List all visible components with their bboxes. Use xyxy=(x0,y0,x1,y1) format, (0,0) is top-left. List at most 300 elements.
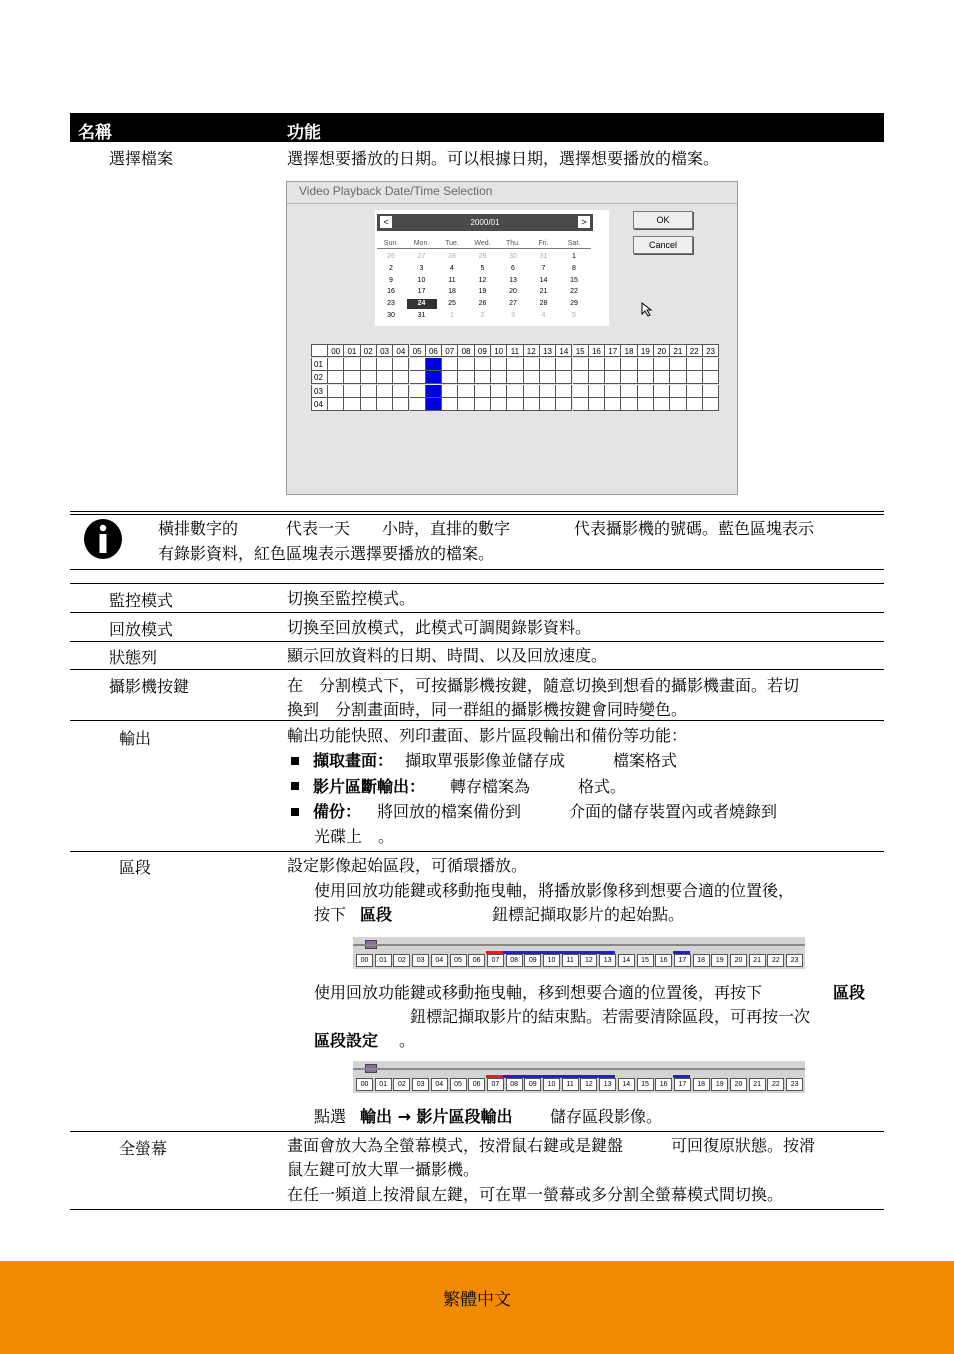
schedule-cell[interactable] xyxy=(393,371,409,384)
schedule-cell[interactable] xyxy=(638,358,654,371)
schedule-cell[interactable] xyxy=(410,398,426,411)
schedule-cell[interactable] xyxy=(426,358,442,371)
schedule-cell[interactable] xyxy=(458,398,474,411)
bullet-label-clip-export: 影片區斷輸出： xyxy=(313,777,426,796)
schedule-cell[interactable] xyxy=(540,385,556,398)
weekday-label: Sat. xyxy=(567,240,581,247)
calendar-day[interactable]: 1 xyxy=(450,312,454,319)
calendar-day[interactable]: 6 xyxy=(511,264,515,272)
timeline-hour-label: 05 xyxy=(450,1078,467,1091)
row-desc-select-file: 選擇想要播放的日期。可以根據日期，選擇想要播放的檔案。 xyxy=(287,149,720,168)
hour-label: 23 xyxy=(703,344,719,357)
hour-label: 14 xyxy=(556,344,572,357)
segment-p3-end: 儲存區段影像。 xyxy=(550,1107,663,1126)
info-icon xyxy=(83,518,123,560)
timeline-hour-label: 15 xyxy=(637,1078,654,1091)
row-desc-status-bar: 顯示回放資料的日期、時間、以及回放速度。 xyxy=(287,646,608,665)
schedule-cell[interactable] xyxy=(377,358,393,371)
schedule-cell[interactable] xyxy=(703,385,719,398)
schedule-corner xyxy=(311,344,328,357)
timeline-hour-label: 21 xyxy=(749,954,766,967)
schedule-cell[interactable] xyxy=(670,385,686,398)
hour-label: 10 xyxy=(491,344,507,357)
hour-label: 07 xyxy=(442,344,458,357)
calendar-day[interactable]: 24 xyxy=(407,299,437,309)
schedule-cell[interactable] xyxy=(328,385,344,398)
hour-label: 13 xyxy=(540,344,556,357)
segment-p2-end: 。 xyxy=(399,1031,416,1050)
cancel-button[interactable]: Cancel xyxy=(633,236,693,254)
schedule-cell[interactable] xyxy=(703,398,719,411)
camera-label: 04 xyxy=(311,398,328,411)
schedule-cell[interactable] xyxy=(589,358,605,371)
schedule-cell[interactable] xyxy=(442,385,458,398)
timeline-hour-label: 11 xyxy=(562,1078,579,1091)
segment-p2-line1: 使用回放功能鍵或移動拖曳軸，移到想要合適的位置後，再按下 xyxy=(314,983,763,1002)
timeline-hour-label: 20 xyxy=(730,954,747,967)
schedule-cell[interactable] xyxy=(687,371,703,384)
timeline-hour-label: 23 xyxy=(786,954,803,967)
calendar-day[interactable]: 3 xyxy=(511,312,515,319)
schedule-cell[interactable] xyxy=(491,398,507,411)
schedule-cell[interactable] xyxy=(491,385,507,398)
timeline-start xyxy=(353,937,805,969)
note-line-1: 橫排數字的 代表一天 小時，直排的數字 代表攝影機的號碼。藍色區塊表示 xyxy=(158,519,815,538)
schedule-cell[interactable] xyxy=(361,358,377,371)
row-desc-fullscreen-1: 畫面會放大為全螢幕模式，按滑鼠右鍵或是鍵盤 可回復原狀態。按滑 xyxy=(287,1136,816,1155)
schedule-cell[interactable] xyxy=(589,398,605,411)
schedule-cell[interactable] xyxy=(703,371,719,384)
schedule-cell[interactable] xyxy=(410,371,426,384)
weekday-label: Thu. xyxy=(505,240,520,247)
schedule-cell[interactable] xyxy=(475,371,491,384)
schedule-cell[interactable] xyxy=(458,371,474,384)
timeline-hour-label: 16 xyxy=(655,954,672,967)
timeline-hour-label: 09 xyxy=(524,954,541,967)
calendar-day[interactable]: 30 xyxy=(387,312,395,319)
calendar-day[interactable]: 26 xyxy=(387,253,395,260)
column-header-function: 功能 xyxy=(287,123,321,143)
schedule-cell[interactable] xyxy=(377,385,393,398)
timeline-hour-label: 13 xyxy=(599,954,616,967)
timeline-hour-label: 17 xyxy=(674,954,691,967)
calendar-day[interactable]: 17 xyxy=(417,288,426,296)
row-desc-fullscreen-3: 在任一頻道上按滑鼠左鍵，可在單一螢幕或多分割全螢幕模式間切換。 xyxy=(287,1185,784,1204)
schedule-cell[interactable] xyxy=(475,358,491,371)
divider xyxy=(70,851,884,852)
divider xyxy=(70,612,884,613)
schedule-cell[interactable] xyxy=(670,371,686,384)
timeline-hour-label: 03 xyxy=(412,954,429,967)
schedule-cell[interactable] xyxy=(344,385,360,398)
schedule-cell[interactable] xyxy=(670,358,686,371)
divider xyxy=(70,1131,884,1132)
schedule-cell[interactable] xyxy=(621,398,637,411)
timeline-hour-label: 12 xyxy=(580,1078,597,1091)
schedule-cell[interactable] xyxy=(621,385,637,398)
row-name-fullscreen: 全螢幕 xyxy=(119,1139,168,1158)
schedule-cell[interactable] xyxy=(638,371,654,384)
schedule-cell[interactable] xyxy=(393,385,409,398)
hour-label: 02 xyxy=(361,344,377,357)
schedule-cell[interactable] xyxy=(410,358,426,371)
hour-label: 16 xyxy=(589,344,605,357)
schedule-cell[interactable] xyxy=(654,371,670,384)
schedule-cell[interactable] xyxy=(344,358,360,371)
timeline-hour-label: 03 xyxy=(412,1078,429,1091)
schedule-cell[interactable] xyxy=(361,398,377,411)
calendar-day[interactable]: 30 xyxy=(509,253,517,260)
calendar-day[interactable]: 11 xyxy=(448,276,456,284)
bullet-text-clip-export: 轉存檔案為 格式。 xyxy=(450,777,627,796)
calendar-day[interactable]: 9 xyxy=(389,276,393,284)
footer xyxy=(0,1261,954,1354)
timeline-track xyxy=(353,1068,805,1070)
schedule-cell[interactable] xyxy=(344,398,360,411)
segment-p2-key: 區段 xyxy=(833,983,866,1002)
calendar-day[interactable]: 2 xyxy=(480,312,485,319)
timeline-hour-label: 08 xyxy=(506,1078,523,1091)
calendar xyxy=(375,210,609,326)
timeline-hour-label: 13 xyxy=(599,1078,616,1091)
hour-label: 15 xyxy=(573,344,589,357)
hour-label: 06 xyxy=(426,344,442,357)
divider xyxy=(70,720,884,721)
calendar-day[interactable]: 16 xyxy=(387,288,395,296)
timeline-hour-label: 14 xyxy=(618,1078,635,1091)
schedule-cell[interactable] xyxy=(328,371,344,384)
calendar-day[interactable]: 12 xyxy=(478,276,487,284)
schedule-cell[interactable] xyxy=(344,371,360,384)
calendar-day[interactable]: 25 xyxy=(448,300,456,308)
calendar-day[interactable]: 10 xyxy=(417,276,426,284)
schedule-cell[interactable] xyxy=(475,385,491,398)
schedule-cell[interactable] xyxy=(328,398,344,411)
weekday-label: Mon. xyxy=(413,240,430,247)
schedule-cell[interactable] xyxy=(377,371,393,384)
bullet-text-backup-2: 光碟上 。 xyxy=(314,827,395,846)
timeline-hour-label: 02 xyxy=(393,1078,410,1091)
calendar-day[interactable]: 29 xyxy=(570,300,578,308)
timeline-hour-label: 00 xyxy=(356,1078,373,1091)
row-name-select-file: 選擇檔案 xyxy=(109,149,174,168)
hour-label: 00 xyxy=(328,344,344,357)
schedule-cell[interactable] xyxy=(458,385,474,398)
segment-p3-path: 輸出 → 影片區段輸出 xyxy=(360,1107,513,1126)
timeline-hour-label: 14 xyxy=(618,954,635,967)
calendar-day[interactable]: 5 xyxy=(572,312,576,319)
schedule-cell[interactable] xyxy=(556,385,572,398)
timeline-hour-label: 01 xyxy=(375,954,392,967)
timeline-hour-label: 16 xyxy=(655,1078,672,1091)
row-name-status-bar: 狀態列 xyxy=(109,648,158,667)
schedule-cell[interactable] xyxy=(475,398,491,411)
row-desc-segment: 設定影像起始區段，可循環播放。 xyxy=(287,856,528,875)
timeline-hour-label: 05 xyxy=(450,954,467,967)
schedule-cell[interactable] xyxy=(687,398,703,411)
timeline-hour-label: 18 xyxy=(693,954,710,967)
row-desc-output: 輸出功能快照、列印畫面、影片區段輸出和備份等功能： xyxy=(287,726,688,745)
timeline-hour-label: 02 xyxy=(393,954,410,967)
next-month-icon[interactable]: > xyxy=(578,216,590,228)
calendar-day[interactable]: 1 xyxy=(572,253,576,260)
divider xyxy=(70,669,884,670)
calendar-day[interactable]: 13 xyxy=(509,276,517,284)
weekday-label: Tue. xyxy=(445,240,459,247)
schedule-cell[interactable] xyxy=(328,358,344,371)
hour-label: 11 xyxy=(507,344,523,357)
row-name-camera-keys: 攝影機按鍵 xyxy=(109,677,190,696)
timeline-hour-label: 22 xyxy=(767,954,784,967)
schedule-cell[interactable] xyxy=(426,385,442,398)
timeline-hour-label: 23 xyxy=(786,1078,803,1091)
timeline-hour-label: 09 xyxy=(524,1078,541,1091)
schedule-cell[interactable] xyxy=(361,385,377,398)
schedule-cell[interactable] xyxy=(426,371,442,384)
timeline-segment-bar xyxy=(503,1075,615,1078)
schedule-cell[interactable] xyxy=(589,385,605,398)
hour-label: 20 xyxy=(654,344,670,357)
schedule-cell[interactable] xyxy=(524,385,540,398)
calendar-day[interactable]: 7 xyxy=(541,264,546,272)
schedule-cell[interactable] xyxy=(393,398,409,411)
calendar-day[interactable]: 27 xyxy=(417,253,426,260)
camera-label: 02 xyxy=(311,371,328,384)
schedule-cell[interactable] xyxy=(605,385,621,398)
schedule-cell[interactable] xyxy=(654,398,670,411)
segment-p1-press: 按下 xyxy=(314,905,347,924)
schedule-cell[interactable] xyxy=(491,371,507,384)
schedule-cell[interactable] xyxy=(621,371,637,384)
schedule-cell[interactable] xyxy=(524,398,540,411)
calendar-header xyxy=(377,214,593,231)
divider xyxy=(70,583,884,584)
schedule-cell[interactable] xyxy=(621,358,637,371)
bullet-label-backup: 備份： xyxy=(313,802,362,821)
weekday-label: Sun. xyxy=(383,240,399,247)
weekday-label: Fri. xyxy=(538,240,549,247)
bullet-icon xyxy=(291,757,299,765)
weekday-label: Wed. xyxy=(474,240,491,247)
calendar-day[interactable]: 28 xyxy=(448,253,456,260)
schedule-cell[interactable] xyxy=(540,358,556,371)
ok-button[interactable]: OK xyxy=(633,211,693,229)
hour-label: 22 xyxy=(687,344,703,357)
schedule-cell[interactable] xyxy=(573,385,589,398)
segment-p2-line2: 鈕標記擷取影片的結束點。若需要清除區段，可再按一次 xyxy=(410,1007,811,1026)
timeline-hour-label: 10 xyxy=(543,1078,560,1091)
schedule-cell[interactable] xyxy=(458,358,474,371)
schedule-cell[interactable] xyxy=(638,398,654,411)
hour-label: 17 xyxy=(605,344,621,357)
schedule-cell[interactable] xyxy=(442,398,458,411)
prev-month-icon[interactable]: < xyxy=(380,216,392,228)
bullet-text-snapshot: 擷取單張影像並儲存成 檔案格式 xyxy=(405,751,678,770)
schedule-cell[interactable] xyxy=(605,371,621,384)
row-desc-fullscreen-2: 鼠左鍵可放大單一攝影機。 xyxy=(287,1160,480,1179)
hour-label: 21 xyxy=(670,344,686,357)
schedule-cell[interactable] xyxy=(573,398,589,411)
table-header xyxy=(70,113,884,142)
timeline-hour-label: 10 xyxy=(543,954,560,967)
hour-label: 18 xyxy=(621,344,637,357)
timeline-segment-bar xyxy=(503,951,615,954)
calendar-day[interactable]: 18 xyxy=(448,288,456,296)
hour-label: 12 xyxy=(524,344,540,357)
schedule-cell[interactable] xyxy=(605,398,621,411)
schedule-cell[interactable] xyxy=(524,371,540,384)
timeline-hour-label: 20 xyxy=(730,1078,747,1091)
timeline-hour-label: 07 xyxy=(487,954,504,967)
schedule-cell[interactable] xyxy=(491,358,507,371)
schedule-cell[interactable] xyxy=(670,398,686,411)
calendar-day[interactable]: 28 xyxy=(539,300,548,308)
calendar-day[interactable]: 31 xyxy=(417,312,426,319)
hour-label: 01 xyxy=(344,344,360,357)
timeline-hour-label: 00 xyxy=(356,954,373,967)
schedule-cell[interactable] xyxy=(687,358,703,371)
schedule-cell[interactable] xyxy=(654,358,670,371)
playback-dialog xyxy=(286,181,738,495)
calendar-day[interactable]: 4 xyxy=(450,264,454,272)
calendar-day[interactable]: 19 xyxy=(478,288,487,296)
calendar-day[interactable]: 2 xyxy=(389,264,393,272)
schedule-cell[interactable] xyxy=(393,358,409,371)
segment-p1-line1: 使用回放功能鍵或移動拖曳軸，將播放影像移到想要合適的位置後， xyxy=(314,881,795,900)
timeline-hour-label: 22 xyxy=(767,1078,784,1091)
timeline-segment-bar xyxy=(486,1075,503,1078)
column-header-name: 名稱 xyxy=(78,123,112,143)
timeline-hour-label: 17 xyxy=(674,1078,691,1091)
hour-label: 08 xyxy=(458,344,474,357)
hour-label: 03 xyxy=(377,344,393,357)
calendar-day[interactable]: 14 xyxy=(539,276,548,284)
schedule-cell[interactable] xyxy=(426,398,442,411)
hour-label: 04 xyxy=(393,344,409,357)
schedule-cell[interactable] xyxy=(361,371,377,384)
bullet-label-snapshot: 擷取畫面： xyxy=(313,751,394,770)
schedule-cell[interactable] xyxy=(540,371,556,384)
calendar-day[interactable]: 3 xyxy=(419,264,424,272)
schedule-cell[interactable] xyxy=(687,385,703,398)
schedule-cell[interactable] xyxy=(573,371,589,384)
row-desc-camera-keys-1: 在 分割模式下，可按攝影機按鍵，隨意切換到想看的攝影機畫面。若切 xyxy=(287,676,800,695)
row-name-playback-mode: 回放模式 xyxy=(109,620,174,639)
schedule-cell[interactable] xyxy=(605,358,621,371)
timeline-hour-label: 18 xyxy=(693,1078,710,1091)
timeline-hour-label: 12 xyxy=(580,954,597,967)
calendar-day[interactable]: 31 xyxy=(539,253,548,260)
timeline-hour-label: 07 xyxy=(487,1078,504,1091)
calendar-day[interactable]: 5 xyxy=(480,264,485,272)
cursor-icon xyxy=(641,302,655,318)
schedule-cell[interactable] xyxy=(589,371,605,384)
timeline-hour-label: 04 xyxy=(431,1078,448,1091)
timeline-hour-label: 21 xyxy=(749,1078,766,1091)
camera-label: 03 xyxy=(311,385,328,398)
hour-label: 09 xyxy=(475,344,491,357)
note-top-border-2 xyxy=(70,514,884,515)
schedule-cell[interactable] xyxy=(556,398,572,411)
schedule-cell[interactable] xyxy=(654,385,670,398)
schedule-cell[interactable] xyxy=(507,398,523,411)
schedule-cell[interactable] xyxy=(703,358,719,371)
schedule-cell[interactable] xyxy=(410,385,426,398)
timeline-hour-label: 11 xyxy=(562,954,579,967)
note-bottom-border xyxy=(70,569,884,570)
row-name-output: 輸出 xyxy=(119,729,152,748)
calendar-day[interactable]: 4 xyxy=(541,312,546,319)
dialog-title: Video Playback Date/Time Selection xyxy=(299,184,493,198)
divider xyxy=(70,1209,884,1210)
timeline-hour-label: 19 xyxy=(711,954,728,967)
timeline-hour-label: 15 xyxy=(637,954,654,967)
calendar-day[interactable]: 29 xyxy=(478,253,487,260)
row-name-monitor-mode: 監控模式 xyxy=(109,591,174,610)
timeline-segment-bar xyxy=(486,951,503,954)
schedule-cell[interactable] xyxy=(556,371,572,384)
timeline-segment-bar xyxy=(673,951,690,954)
hour-label: 19 xyxy=(638,344,654,357)
segment-p2-key-settings: 區段設定 xyxy=(314,1031,379,1050)
schedule-cell[interactable] xyxy=(556,358,572,371)
row-name-segment: 區段 xyxy=(119,858,152,877)
schedule-cell[interactable] xyxy=(524,358,540,371)
schedule-cell[interactable] xyxy=(377,398,393,411)
schedule-cell[interactable] xyxy=(442,371,458,384)
calendar-day[interactable]: 20 xyxy=(509,288,517,296)
timeline-track xyxy=(353,944,805,946)
calendar-day[interactable]: 22 xyxy=(570,288,578,296)
timeline-hour-label: 06 xyxy=(468,954,485,967)
schedule-cell[interactable] xyxy=(507,358,523,371)
segment-p1-end: 鈕標記擷取影片的起始點。 xyxy=(492,905,685,924)
hour-label: 05 xyxy=(410,344,426,357)
timeline-end xyxy=(353,1061,805,1093)
row-desc-monitor-mode: 切換至監控模式。 xyxy=(287,589,416,608)
timeline-hour-label: 19 xyxy=(711,1078,728,1091)
row-desc-camera-keys-2: 換到 分割畫面時，同一群組的攝影機按鍵會同時變色。 xyxy=(287,700,688,719)
calendar-day[interactable]: 26 xyxy=(478,300,487,308)
note-top-border xyxy=(70,511,884,512)
schedule-cell[interactable] xyxy=(573,358,589,371)
bullet-text-backup: 將回放的檔案備份到 介面的儲存裝置內或者燒錄到 xyxy=(377,802,778,821)
calendar-day[interactable]: 27 xyxy=(509,300,517,308)
footer-language: 繁體中文 xyxy=(443,1290,511,1310)
calendar-day[interactable]: 8 xyxy=(572,264,576,272)
weekday-underline xyxy=(377,248,591,249)
camera-label: 01 xyxy=(311,358,328,371)
timeline-hour-label: 04 xyxy=(431,954,448,967)
timeline-hour-label: 06 xyxy=(468,1078,485,1091)
segment-p3-click: 點選 xyxy=(314,1107,347,1126)
calendar-day[interactable]: 15 xyxy=(570,276,578,284)
calendar-day[interactable]: 21 xyxy=(539,288,548,296)
calendar-day[interactable]: 23 xyxy=(387,300,395,308)
timeline-hour-label: 01 xyxy=(375,1078,392,1091)
schedule-cell[interactable] xyxy=(507,385,523,398)
timeline-segment-bar xyxy=(673,1075,690,1078)
segment-p1-key: 區段 xyxy=(360,905,393,924)
schedule-cell[interactable] xyxy=(638,385,654,398)
divider xyxy=(70,641,884,642)
schedule-cell[interactable] xyxy=(540,398,556,411)
note-line-2: 有錄影資料，紅色區塊表示選擇要播放的檔案。 xyxy=(158,544,495,563)
schedule-cell[interactable] xyxy=(507,371,523,384)
calendar-month: 2000/01 xyxy=(470,218,500,227)
schedule-cell[interactable] xyxy=(442,358,458,371)
bullet-icon xyxy=(291,808,299,816)
